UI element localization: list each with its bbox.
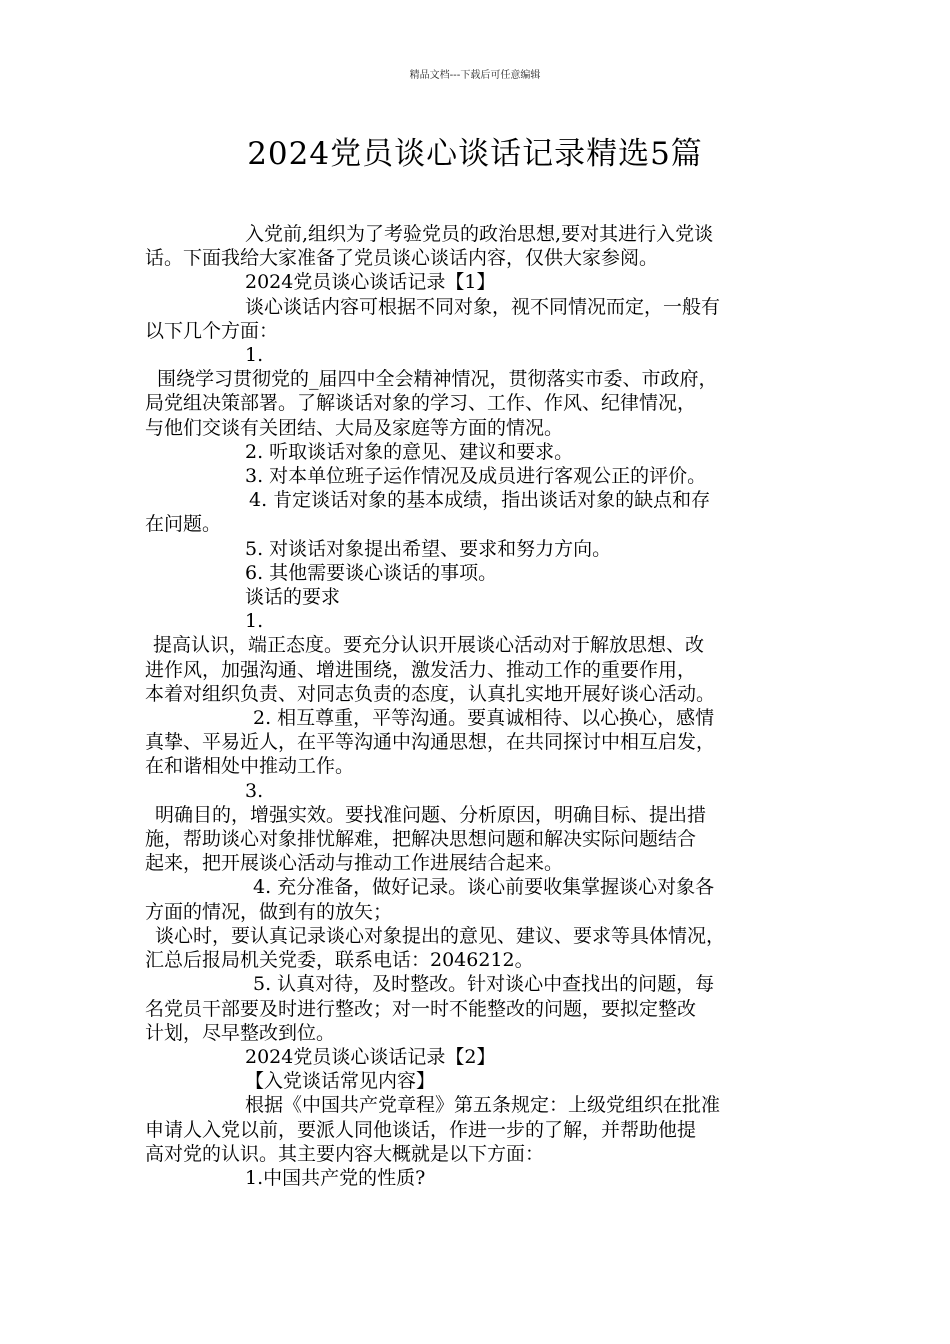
paragraph-line: 根据《中国共产党章程》第五条规定：上级党组织在批准 [245, 1094, 721, 1117]
paragraph-line: 以下几个方面： [145, 319, 279, 342]
paragraph-line: 计划，尽早整改到位。 [145, 1021, 336, 1044]
list-number: 1. [245, 344, 264, 367]
paragraph-line: 在和谐相处中推动工作。 [145, 755, 355, 778]
section-heading: 【入党谈话常见内容】 [245, 1070, 436, 1093]
list-item: 6. 其他需要谈心谈话的事项。 [245, 561, 498, 584]
paragraph-line: 入党前,组织为了考验党员的政治思想,要对其进行入党谈 [245, 223, 714, 245]
section-heading: 谈话的要求 [245, 586, 341, 609]
paragraph-line: 名党员干部要及时进行整改；对一时不能整改的问题，要拟定整改 [145, 997, 697, 1020]
header-note: 精品文档---下载后可任意编辑 [409, 70, 541, 81]
list-item: 2. 相互尊重，平等沟通。要真诚相待、以心换心，感情 [253, 707, 715, 730]
document-body [145, 222, 830, 1190]
paragraph-line: 汇总后报局机关党委，联系电话：2046212。 [145, 949, 534, 972]
paragraph-line: 围绕学习贯彻党的_届四中全会精神情况，贯彻落实市委、市政府， [157, 368, 718, 391]
paragraph-line: 方面的情况，做到有的放矢； [145, 900, 393, 923]
section-heading: 2024党员谈心谈话记录【2】 [245, 1045, 496, 1068]
paragraph-line: 施，帮助谈心对象排忧解难，把解决思想问题和解决实际问题结合 [145, 828, 697, 851]
paragraph-line: 与他们交谈有关团结、大局及家庭等方面的情况。 [145, 416, 564, 439]
paragraph-line: 提高认识，端正态度。要充分认识开展谈心活动对于解放思想、改 [153, 634, 705, 657]
list-item: 2. 听取谈话对象的意见、建议和要求。 [245, 440, 574, 463]
list-number: 3. [245, 779, 264, 802]
list-item: 1.中国共产党的性质? [245, 1166, 426, 1189]
list-item: 4. 肯定谈话对象的基本成绩，指出谈话对象的缺点和存 [249, 489, 711, 512]
paragraph-line: 起来，把开展谈心活动与推动工作进展结合起来。 [145, 852, 564, 875]
section-heading: 2024党员谈心谈话记录【1】 [245, 271, 496, 294]
paragraph-line: 局党组决策部署。了解谈话对象的学习、工作、作风、纪律情况， [145, 392, 697, 415]
list-item: 5. 对谈话对象提出希望、要求和努力方向。 [245, 537, 612, 560]
paragraph-line: 谈心时，要认真记录谈心对象提出的意见、建议、要求等具体情况， [155, 924, 726, 947]
list-number: 1. [245, 610, 264, 633]
paragraph-line: 在问题。 [145, 513, 222, 536]
paragraph-line: 申请人入党以前，要派人同他谈话，作进一步的了解，并帮助他提 [145, 1118, 697, 1141]
paragraph-line: 谈心谈话内容可根据不同对象，视不同情况而定，一般有 [245, 295, 721, 318]
paragraph-line: 明确目的，增强实效。要找准问题、分析原因，明确目标、提出措 [155, 803, 707, 826]
paragraph-line: 进作风，加强沟通、增进围绕，激发活力、推动工作的重要作用， [145, 658, 697, 681]
list-item: 5. 认真对待，及时整改。针对谈心中查找出的问题，每 [253, 973, 715, 996]
list-item: 4. 充分准备，做好记录。谈心前要收集掌握谈心对象各 [253, 876, 715, 899]
paragraph-line: 话。下面我给大家准备了党员谈心谈话内容，仅供大家参阅。 [145, 247, 659, 270]
list-item: 3. 对本单位班子运作情况及成员进行客观公正的评价。 [245, 465, 707, 488]
paragraph-line: 高对党的认识。其主要内容大概就是以下方面： [145, 1142, 545, 1165]
paragraph-line: 本着对组织负责、对同志负责的态度，认真扎实地开展好谈心活动。 [145, 682, 716, 705]
paragraph-line: 真挚、平易近人，在平等沟通中沟通思想，在共同探讨中相互启发， [145, 731, 716, 754]
document-title: 2024党员谈心谈话记录精选5篇 [247, 136, 703, 172]
